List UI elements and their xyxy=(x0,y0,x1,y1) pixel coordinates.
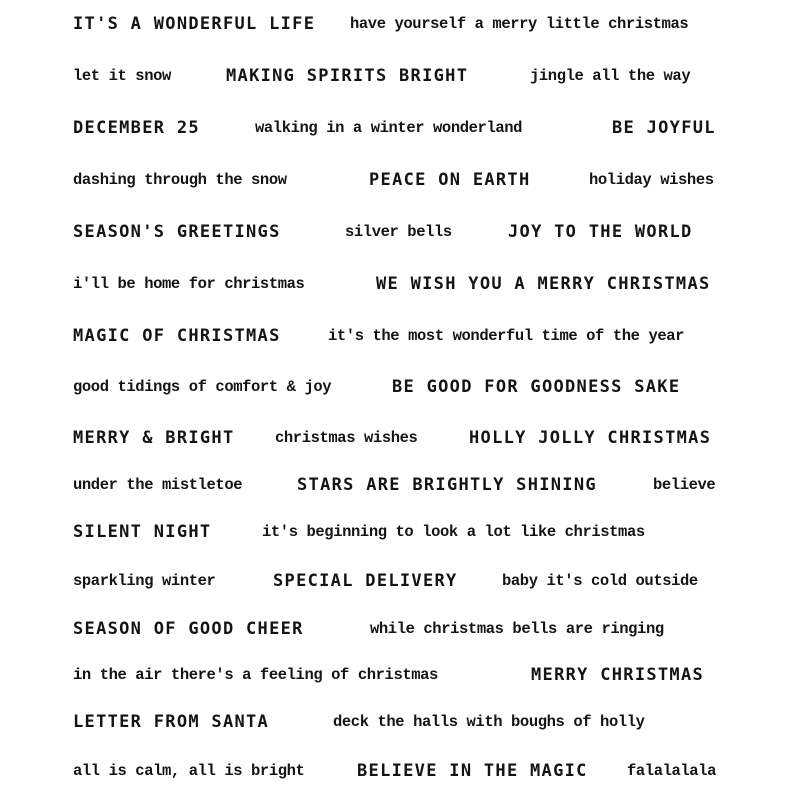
phrase-row xyxy=(0,266,800,302)
phrase-row xyxy=(0,704,800,740)
phrase-row xyxy=(0,753,800,789)
phrase-typewriter: in the air there's a feeling of christmas xyxy=(73,666,438,684)
phrase-typewriter: i'll be home for christmas xyxy=(73,275,305,293)
phrase-row xyxy=(0,162,800,198)
phrase-typewriter: have yourself a merry little christmas xyxy=(350,15,689,33)
phrase-typewriter: under the mistletoe xyxy=(73,476,243,494)
phrase-typewriter: silver bells xyxy=(345,223,452,241)
phrase-typewriter: holiday wishes xyxy=(589,171,714,189)
phrase-typewriter: while christmas bells are ringing xyxy=(370,620,664,638)
phrase-typewriter: deck the halls with boughs of holly xyxy=(333,713,645,731)
phrase-caps: DECEMBER 25 xyxy=(73,118,200,138)
phrase-caps: HOLLY JOLLY CHRISTMAS xyxy=(469,428,712,448)
phrase-row xyxy=(0,58,800,94)
phrase-typewriter: it's the most wonderful time of the year xyxy=(328,327,685,345)
phrase-typewriter: christmas wishes xyxy=(275,429,418,447)
phrase-typewriter: baby it's cold outside xyxy=(502,572,698,590)
phrase-row xyxy=(0,420,800,456)
phrase-caps: MAGIC OF CHRISTMAS xyxy=(73,326,281,346)
phrase-caps: MERRY & BRIGHT xyxy=(73,428,235,448)
phrase-typewriter: let it snow xyxy=(73,67,171,85)
phrase-typewriter: dashing through the snow xyxy=(73,171,287,189)
phrase-typewriter: walking in a winter wonderland xyxy=(255,119,523,137)
phrase-row xyxy=(0,110,800,146)
phrase-caps: MAKING SPIRITS BRIGHT xyxy=(226,66,469,86)
phrase-caps: BELIEVE IN THE MAGIC xyxy=(357,761,588,781)
phrase-caps: LETTER FROM SANTA xyxy=(73,712,270,732)
phrase-typewriter: jingle all the way xyxy=(530,67,691,85)
phrase-row xyxy=(0,514,800,550)
phrase-row xyxy=(0,214,800,250)
phrase-caps: STARS ARE BRIGHTLY SHINING xyxy=(297,475,597,495)
phrase-row xyxy=(0,467,800,503)
phrase-typewriter: falalalala xyxy=(627,762,717,780)
phrase-row xyxy=(0,6,800,42)
phrase-caps: SPECIAL DELIVERY xyxy=(273,571,458,591)
phrase-row xyxy=(0,611,800,647)
phrase-row xyxy=(0,369,800,405)
phrase-caps: SILENT NIGHT xyxy=(73,522,212,542)
phrase-row xyxy=(0,563,800,599)
phrase-caps: BE GOOD FOR GOODNESS SAKE xyxy=(392,377,681,397)
phrase-caps: MERRY CHRISTMAS xyxy=(531,665,705,685)
phrase-typewriter: it's beginning to look a lot like christmas xyxy=(262,523,645,541)
phrase-caps: SEASON'S GREETINGS xyxy=(73,222,281,242)
phrase-typewriter: believe xyxy=(653,476,716,494)
phrase-typewriter: good tidings of comfort & joy xyxy=(73,378,332,396)
phrase-caps: SEASON OF GOOD CHEER xyxy=(73,619,304,639)
phrase-caps: WE WISH YOU A MERRY CHRISTMAS xyxy=(376,274,711,294)
phrase-caps: JOY TO THE WORLD xyxy=(508,222,693,242)
phrase-caps: PEACE ON EARTH xyxy=(369,170,531,190)
phrase-caps: BE JOYFUL xyxy=(612,118,716,138)
phrase-row xyxy=(0,657,800,693)
phrase-row xyxy=(0,318,800,354)
phrase-typewriter: all is calm, all is bright xyxy=(73,762,305,780)
phrase-typewriter: sparkling winter xyxy=(73,572,216,590)
phrase-caps: IT'S A WONDERFUL LIFE xyxy=(73,14,316,34)
